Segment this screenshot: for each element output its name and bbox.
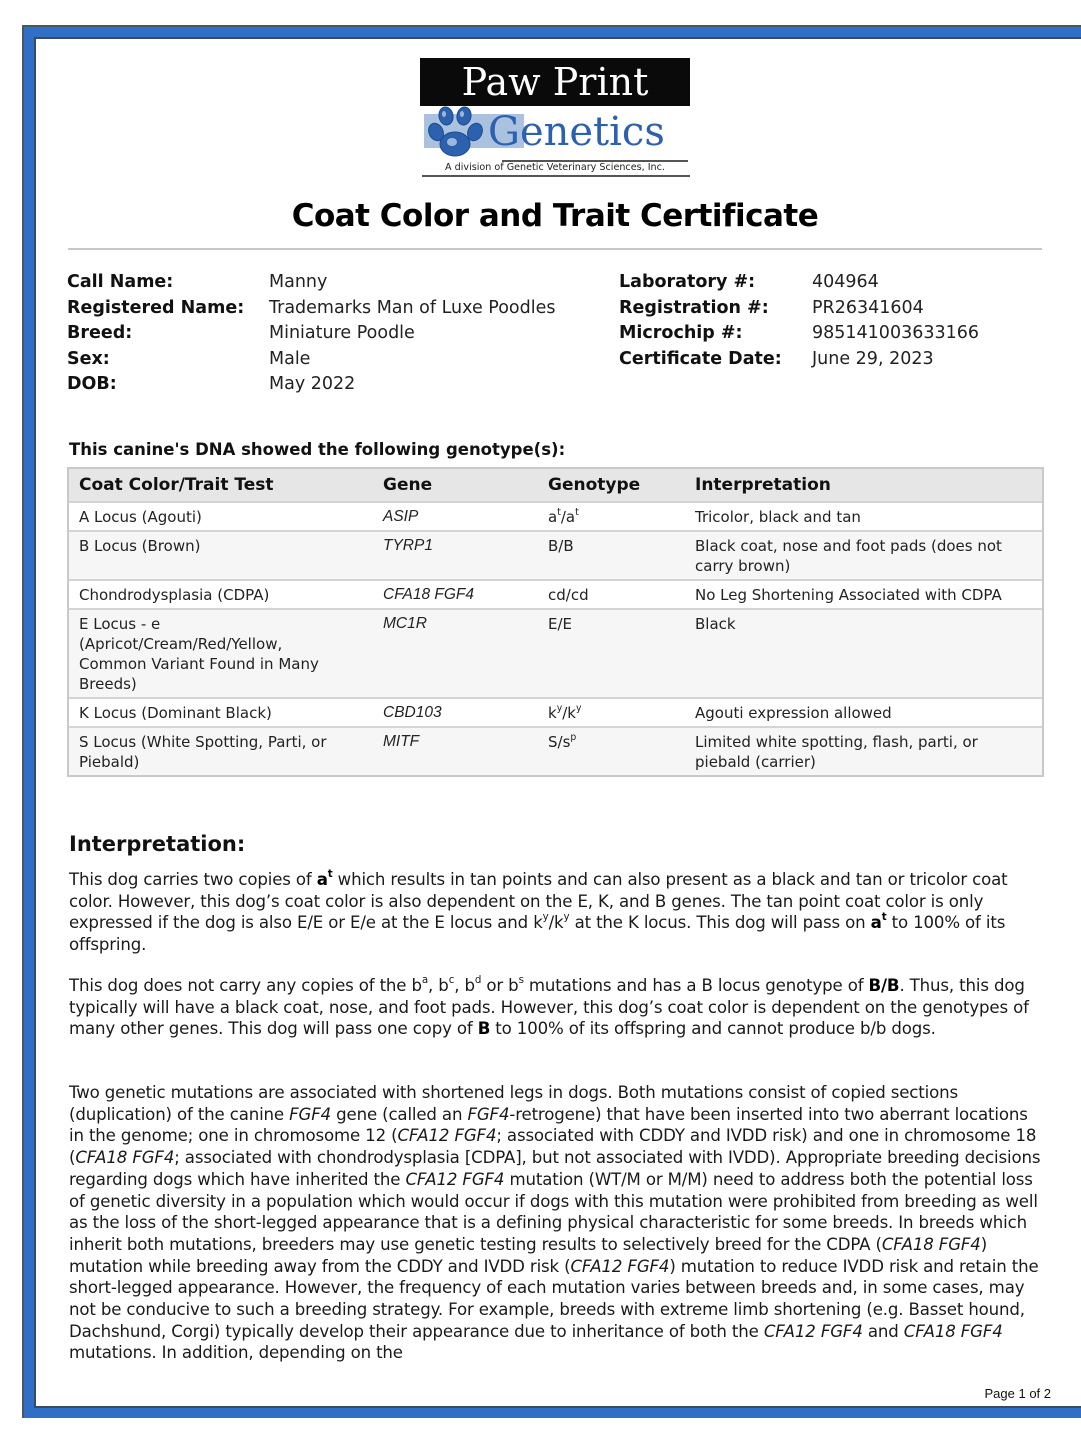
info-value: Miniature Poodle: [269, 323, 415, 344]
info-value: 985141003633166: [812, 323, 980, 344]
allele: B: [563, 537, 574, 555]
allele-separator: /: [558, 537, 564, 555]
allele-separator: /: [557, 733, 563, 751]
text: mutations. In addition, depending on the: [69, 1343, 403, 1363]
gene-italic: CFA12 FGF4: [397, 1126, 497, 1146]
info-row-registered-name: [67, 296, 555, 322]
info-row-certificate-date: [619, 347, 979, 373]
allele-superscript: p: [570, 731, 577, 743]
info-row-laboratory: [619, 270, 979, 296]
cell-interpretation: Agouti expression allowed: [695, 704, 892, 722]
allele-separator: /: [565, 586, 571, 604]
column-header-gene: Gene: [383, 474, 433, 495]
cell-interpretation: Tricolor, black and tan: [695, 508, 861, 526]
info-value: June 29, 2023: [812, 348, 934, 369]
cell-test: K Locus (Dominant Black): [79, 704, 272, 722]
table-row: [69, 608, 1042, 697]
cell-gene: MITF: [383, 733, 420, 750]
cell-interpretation: Black: [695, 615, 736, 633]
allele: b: [411, 976, 422, 995]
info-value: 404964: [812, 272, 879, 292]
info-row-sex: [67, 347, 555, 373]
text: . Thus, this dog typically will have a black coat, nose, and foot pads. However, this dog’s coat color is dependent on the genotypes of many other genes. This dog will pass one copy of: [69, 976, 1029, 1039]
cell-test: Chondrodysplasia (CDPA): [79, 586, 270, 604]
info-label: Laboratory #:: [619, 272, 756, 292]
text: ,: [428, 976, 439, 995]
info-value: Manny: [269, 272, 328, 292]
allele: s: [562, 733, 571, 751]
text: ; associated with CDDY and IVDD risk) and one in chromosome 18 (: [69, 1126, 1037, 1168]
table-row: [69, 726, 1042, 775]
allele-superscript: y: [563, 911, 570, 924]
paw-print-icon: [424, 104, 486, 160]
text: ) mutation to reduce IVDD risk and retain the short-legged appearance. However, the frequency of each mutation varies between breeds and, in some cases, may not be conducive to such a breeding strategy. For example, breeds with extreme limb shortening (e.g. Basset hound, Dachshund, Corgi) typically develop their appearance due to inheritance of both the: [69, 1256, 1039, 1341]
allele-superscript: a: [421, 973, 429, 986]
allele-superscript: y: [575, 702, 582, 714]
gene-italic: CFA18 FGF4: [75, 1148, 175, 1168]
table-row: [69, 697, 1042, 726]
info-row-registration: [619, 296, 979, 322]
allele: cd: [548, 586, 566, 604]
cell-test: S Locus (White Spotting, Parti, or Piebald): [79, 733, 327, 771]
allele: k: [533, 913, 543, 933]
genotype-bold: B/B: [868, 976, 900, 995]
text: ) mutation while breeding away from the CDDY and IVDD risk (: [69, 1234, 988, 1276]
column-header-test: Coat Color/Trait Test: [79, 474, 274, 495]
gene-italic: CFA12 FGF4: [570, 1256, 670, 1276]
allele-separator: /: [560, 508, 566, 526]
table-row: [69, 501, 1042, 530]
allele: a: [548, 508, 558, 526]
logo-tagline: A division of Genetic Veterinary Sciences, Inc.: [445, 162, 665, 173]
cell-interpretation: No Leg Shortening Associated with CDPA: [695, 586, 1002, 604]
allele: cd: [570, 586, 589, 604]
table-row: [69, 530, 1042, 579]
gene-italic: CFA18 FGF4: [903, 1321, 1003, 1341]
info-label: DOB:: [67, 374, 117, 395]
cell-genotype: [538, 581, 685, 608]
allele: a: [565, 508, 576, 526]
logo-rule: [422, 175, 690, 177]
allele-superscript: c: [448, 973, 455, 986]
cell-test: A Locus (Agouti): [79, 508, 202, 526]
allele-separator: /: [557, 615, 563, 633]
cell-gene: CFA18 FGF4: [383, 586, 475, 603]
allele-superscript: s: [518, 973, 524, 986]
cell-gene: ASIP: [383, 508, 419, 525]
info-label: Sex:: [67, 348, 110, 369]
allele-superscript: t: [557, 506, 561, 518]
paw-print-genetics-logo: [420, 58, 690, 176]
cell-genotype: [538, 610, 685, 697]
table-header-row: [69, 469, 1042, 501]
allele: k: [548, 704, 557, 722]
allele: b: [438, 976, 449, 995]
genotype-table: [67, 467, 1044, 777]
allele-superscript: t: [327, 867, 333, 880]
gene-italic: CFA12 FGF4: [405, 1169, 505, 1189]
text: which results in tan points and can also present as a black and tan or tricolor coat color. However, this dog’s coat color is also dependent on the E, K, and B genes. The tan point coat color is only expressed if the dog is also E/E or E/e at the E locus and: [69, 870, 1008, 933]
allele-superscript: d: [474, 973, 482, 986]
allele-bold: B: [477, 1019, 491, 1039]
text: and: [862, 1321, 904, 1341]
info-label: Call Name:: [67, 272, 174, 292]
info-value: May 2022: [269, 374, 356, 395]
gene-italic: FGF4: [289, 1104, 332, 1124]
info-row-breed: [67, 321, 555, 347]
allele: b: [464, 976, 475, 995]
info-row-call-name: [67, 270, 555, 296]
interpretation-paragraph-leg-length: [69, 1082, 1044, 1364]
text: ,: [454, 976, 465, 995]
allele: k: [554, 913, 564, 933]
cell-test: B Locus (Brown): [79, 537, 201, 555]
cell-interpretation: Limited white spotting, flash, parti, or piebald (carrier): [695, 733, 978, 771]
gene-italic: CFA12 FGF4: [763, 1321, 863, 1341]
cell-genotype: [538, 699, 685, 726]
interpretation-heading: Interpretation:: [69, 832, 246, 856]
allele-superscript: t: [575, 506, 579, 518]
text: -retrogene) that have been inserted into two aberrant locations in the genome; one in chromosome 12 (: [69, 1104, 1028, 1146]
gene-italic: FGF4: [467, 1104, 510, 1124]
column-header-genotype: Genotype: [548, 474, 641, 495]
info-value: Male: [269, 348, 311, 369]
table-row: [69, 579, 1042, 608]
text: or: [481, 976, 509, 995]
logo-line1: Paw Print: [420, 58, 690, 106]
interpretation-paragraph-brown: [69, 975, 1044, 1040]
text: Two genetic mutations are associated with shortened legs in dogs. Both mutations consist of copied sections (duplication) of the canine: [69, 1083, 958, 1124]
title-divider: [68, 248, 1042, 250]
cell-gene: CBD103: [383, 704, 442, 721]
text: to 100% of its offspring and cannot produce b/b dogs.: [490, 1019, 936, 1039]
allele-bold: a: [316, 870, 328, 889]
info-label: Microchip #:: [619, 323, 743, 344]
allele-superscript: t: [881, 911, 887, 924]
text: to 100% of its offspring.: [69, 913, 1006, 955]
info-value: Trademarks Man of Luxe Poodles: [269, 297, 556, 318]
cell-genotype: [538, 728, 685, 775]
allele-bold: a: [870, 913, 882, 933]
cell-interpretation: Black coat, nose and foot pads (does not carry brown): [695, 537, 1002, 575]
page-title: Coat Color and Trait Certificate: [291, 198, 819, 234]
interpretation-paragraph-agouti: [69, 869, 1044, 956]
cell-test: E Locus - e (Apricot/Cream/Red/Yellow, Common Variant Found in Many Breeds): [79, 615, 319, 693]
dog-info-left: [67, 270, 555, 398]
info-label: Registration #:: [619, 297, 769, 318]
allele: b: [508, 976, 519, 995]
cell-genotype: [538, 532, 685, 579]
genotype-heading: This canine's DNA showed the following genotype(s):: [69, 440, 566, 459]
allele-separator: /: [562, 704, 568, 722]
text: This dog does not carry any copies of the: [69, 976, 412, 995]
info-row-dob: [67, 372, 555, 398]
info-label: Registered Name:: [67, 297, 245, 318]
dog-info-right: [619, 270, 979, 372]
text: ; associated with chondrodysplasia [CDPA], but not associated with IVDD). Appropriate breeding decisions regarding dogs which have inherited the: [69, 1148, 1041, 1189]
allele: E: [548, 615, 558, 633]
info-value: PR26341604: [812, 297, 924, 318]
gene-italic: CFA18 FGF4: [881, 1234, 981, 1254]
info-row-microchip: [619, 321, 979, 347]
column-header-interpretation: Interpretation: [695, 474, 831, 495]
text: /: [548, 913, 555, 933]
text: mutations and has a B locus genotype of: [523, 976, 869, 995]
allele: B: [548, 537, 559, 555]
text: gene (called an: [331, 1104, 468, 1124]
page-number: Page 1 of 2: [984, 1386, 1051, 1401]
text: mutation (WT/M or M/M) need to address both the potential loss of genetic diversity in a population which would occur if dogs with this mutation were prohibited from breeding as well as the loss of the short-legged appearance that is a defining physical characteristic for some breeds. In breeds which inherit both mutations, breeders may use genetic testing results to selectively breed for the CDPA (: [69, 1169, 1038, 1254]
cell-gene: TYRP1: [383, 537, 433, 554]
allele-superscript: y: [556, 702, 563, 714]
allele-superscript: y: [542, 911, 549, 924]
cell-genotype: [538, 503, 685, 530]
allele: k: [567, 704, 576, 722]
text: at the K locus. This dog will pass on: [569, 913, 871, 933]
text: This dog carries two copies of: [69, 870, 317, 889]
allele: S: [548, 733, 558, 751]
allele: E: [562, 615, 573, 633]
info-label: Breed:: [67, 323, 133, 344]
info-label: Certificate Date:: [619, 348, 782, 369]
logo-line2: Genetics: [488, 109, 665, 155]
cell-gene: MC1R: [383, 615, 427, 632]
